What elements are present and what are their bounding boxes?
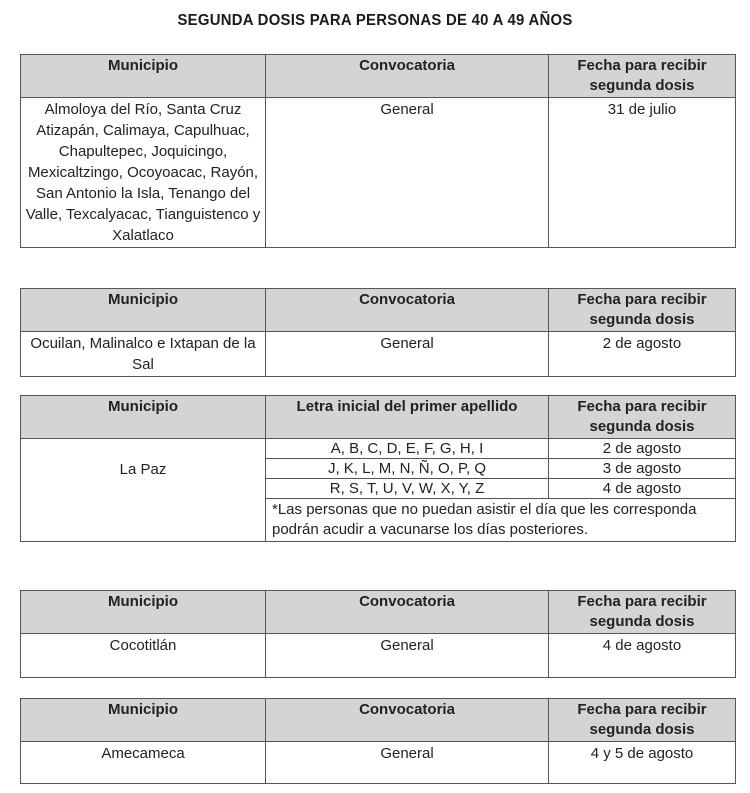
table-header-row bbox=[21, 289, 736, 332]
cell-fecha: 4 de agosto bbox=[549, 479, 736, 499]
cell-fecha: 3 de agosto bbox=[549, 459, 736, 479]
cell-convocatoria: General bbox=[266, 98, 549, 248]
cell-convocatoria: General bbox=[266, 742, 549, 784]
table-row bbox=[21, 98, 736, 248]
table-row bbox=[21, 439, 736, 459]
schedule-table-2 bbox=[20, 288, 736, 377]
header-fecha: Fecha para recibir segunda dosis bbox=[549, 699, 736, 742]
header-convocatoria: Convocatoria bbox=[266, 699, 549, 742]
cell-municipio: Almoloya del Río, Santa Cruz Atizapán, Calimaya, Capulhuac, Chapultepec, Joquicingo, Mexicaltzingo, Ocoyoacac, Rayón, San Antonio la Isla, Tenango del Valle, Texcalyacac, Tianguistenco y Xalatlaco bbox=[21, 98, 266, 248]
header-municipio: Municipio bbox=[21, 289, 266, 332]
header-fecha: Fecha para recibir segunda dosis bbox=[549, 396, 736, 439]
cell-nota: *Las personas que no puedan asistir el día que les corresponda podrán acudir a vacunarse los días posteriores. bbox=[266, 499, 736, 542]
header-municipio: Municipio bbox=[21, 591, 266, 634]
header-municipio: Municipio bbox=[21, 396, 266, 439]
cell-convocatoria: General bbox=[266, 332, 549, 377]
cell-municipio: Cocotitlán bbox=[21, 634, 266, 678]
table-header-row bbox=[21, 591, 736, 634]
schedule-table-4 bbox=[20, 590, 736, 678]
header-convocatoria: Convocatoria bbox=[266, 289, 549, 332]
schedule-table-1 bbox=[20, 54, 736, 248]
table-header-row bbox=[21, 396, 736, 439]
cell-fecha: 4 y 5 de agosto bbox=[549, 742, 736, 784]
cell-letras: J, K, L, M, N, Ñ, O, P, Q bbox=[266, 459, 549, 479]
cell-municipio: La Paz bbox=[21, 439, 266, 542]
page-title: SEGUNDA DOSIS PARA PERSONAS DE 40 A 49 AÑOS bbox=[177, 12, 573, 29]
cell-municipio: Ocuilan, Malinalco e Ixtapan de la Sal bbox=[21, 332, 266, 377]
table-header-row bbox=[21, 699, 736, 742]
table-header-row bbox=[21, 55, 736, 98]
table-row bbox=[21, 332, 736, 377]
header-fecha: Fecha para recibir segunda dosis bbox=[549, 289, 736, 332]
cell-fecha: 2 de agosto bbox=[549, 439, 736, 459]
schedule-table-5 bbox=[20, 698, 736, 784]
table-row bbox=[21, 742, 736, 784]
cell-convocatoria: General bbox=[266, 634, 549, 678]
cell-fecha: 31 de julio bbox=[549, 98, 736, 248]
cell-municipio: Amecameca bbox=[21, 742, 266, 784]
cell-fecha: 2 de agosto bbox=[549, 332, 736, 377]
header-convocatoria: Convocatoria bbox=[266, 591, 549, 634]
schedule-table-3 bbox=[20, 395, 736, 542]
header-fecha: Fecha para recibir segunda dosis bbox=[549, 55, 736, 98]
header-convocatoria: Convocatoria bbox=[266, 55, 549, 98]
header-fecha: Fecha para recibir segunda dosis bbox=[549, 591, 736, 634]
header-letra: Letra inicial del primer apellido bbox=[266, 396, 549, 439]
table-row bbox=[21, 634, 736, 678]
cell-letras: A, B, C, D, E, F, G, H, I bbox=[266, 439, 549, 459]
header-municipio: Municipio bbox=[21, 55, 266, 98]
cell-letras: R, S, T, U, V, W, X, Y, Z bbox=[266, 479, 549, 499]
cell-fecha: 4 de agosto bbox=[549, 634, 736, 678]
header-municipio: Municipio bbox=[21, 699, 266, 742]
